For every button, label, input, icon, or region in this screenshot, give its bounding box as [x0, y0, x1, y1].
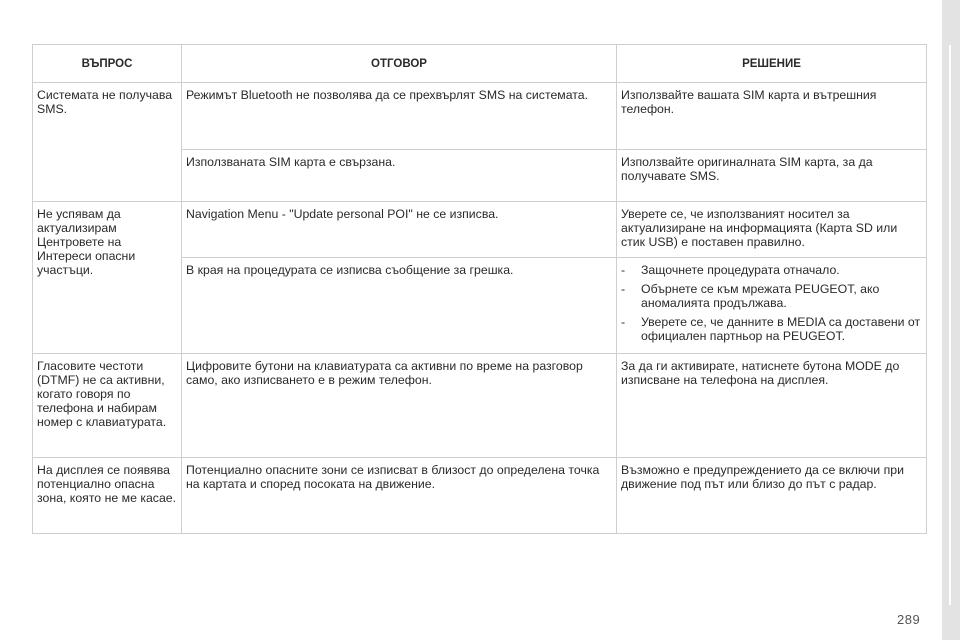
answer-cell: Режимът Bluetooth не позволява да се прехвърлят SMS на системата. [182, 83, 617, 150]
list-dash: - [621, 282, 626, 296]
solution-cell: Възможно е предупреждението да се включи при движение под път или близо до път с радар. [617, 458, 927, 534]
solution-cell: Използвайте оригиналната SIM карта, за да получавате SMS. [617, 150, 927, 202]
faq-table [32, 44, 927, 534]
list-item [621, 282, 922, 310]
solution-cell: За да ги активирате, натиснете бутона MODE до изписване на телефона на дисплея. [617, 354, 927, 458]
list-item [621, 263, 922, 277]
solution-steps-list [621, 263, 922, 343]
table-row [33, 202, 927, 258]
answer-cell: Navigation Menu - "Update personal POI" не се изписва. [182, 202, 617, 258]
answer-cell: Използваната SIM карта е свързана. [182, 150, 617, 202]
list-dash: - [621, 315, 626, 329]
table-row [33, 83, 927, 150]
header-solution: РЕШЕНИЕ [617, 45, 927, 83]
step-text: Уверете се, че данните в MEDIA са доставени от официален партньор на PEUGEOT. [641, 315, 921, 343]
question-cell: На дисплея се появява потенциално опасна зона, която не ме касае. [33, 458, 182, 534]
question-cell: Не успявам да актуализирам Центровете на Интереси опасни участъци. [33, 202, 182, 354]
answer-cell: В края на процедурата се изписва съобщение за грешка. [182, 258, 617, 354]
step-text: Обърнете се към мрежата PEUGEOT, ако аномалията продължава. [641, 282, 880, 310]
table-header-row [33, 45, 927, 83]
side-tab-bar [942, 0, 960, 640]
side-tab-line [949, 45, 951, 605]
table-row [33, 354, 927, 458]
step-text: Защочнете процедурата отначало. [641, 263, 840, 277]
list-dash: - [621, 263, 626, 277]
question-cell: Гласовите честоти (DTMF) не са активни, когато говоря по телефона и набирам номер с клавиатурата. [33, 354, 182, 458]
table-row [33, 458, 927, 534]
answer-cell: Потенциално опасните зони се изписват в близост до определена точка на картата и според посоката на движение. [182, 458, 617, 534]
solution-cell [617, 258, 927, 354]
header-question: ВЪПРОС [33, 45, 182, 83]
solution-cell: Уверете се, че използваният носител за актуализиране на информацията (Карта SD или стик USB) е поставен правилно. [617, 202, 927, 258]
question-cell: Системата не получава SMS. [33, 83, 182, 202]
answer-cell: Цифровите бутони на клавиатурата са активни по време на разговор само, ако изписването е в режим телефон. [182, 354, 617, 458]
header-answer: ОТГОВОР [182, 45, 617, 83]
page-number: 289 [897, 612, 921, 627]
list-item [621, 315, 922, 343]
solution-cell: Използвайте вашата SIM карта и вътрешния телефон. [617, 83, 927, 150]
